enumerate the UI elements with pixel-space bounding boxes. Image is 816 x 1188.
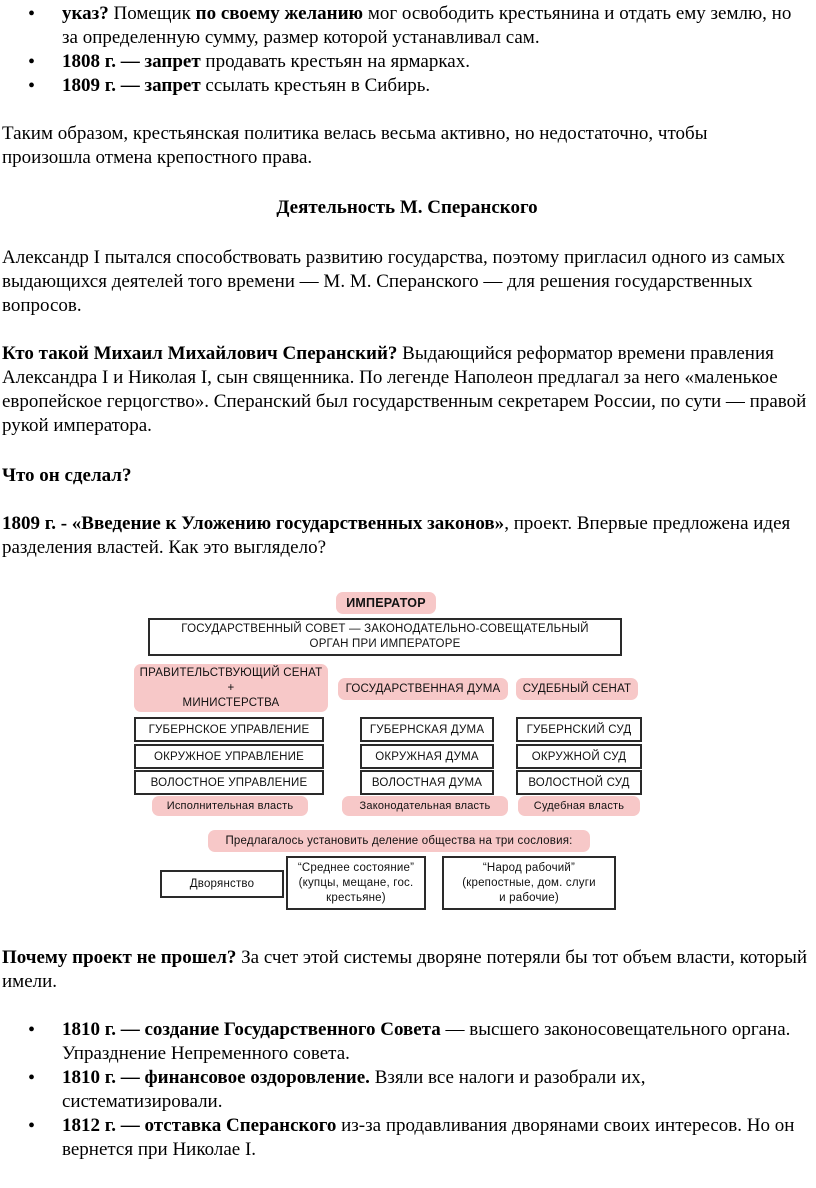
list-item — [0, 1066, 810, 1114]
text: — высшего законосовещательного органа. Упразднение Непременного совета. — [62, 1019, 791, 1064]
bold-text: 1808 г. — запрет — [62, 51, 201, 72]
executive-power-label: Исполнительная власть — [152, 796, 308, 816]
list-item — [0, 74, 800, 98]
bold-text: 1809 г. - «Введение к Уложению государственных законов» — [2, 513, 505, 534]
estate2-line-2: (купцы, мещане, гос. — [298, 876, 414, 889]
judicial-power-label: Судебная власть — [518, 796, 640, 816]
bold-text: 1812 г. — отставка Сперанского — [62, 1115, 337, 1136]
senate-line-1: ПРАВИТЕЛЬСТВУЮЩИЙ СЕНАТ — [139, 666, 323, 679]
bold-text: Почему проект не прошел? — [2, 947, 237, 968]
bold-text: 1810 г. — финансовое оздоровление. — [62, 1067, 370, 1088]
exec-row: ГУБЕРНСКОЕ УПРАВЛЕНИЕ — [134, 717, 324, 742]
legislative-power-label: Законодательная власть — [342, 796, 508, 816]
text: из-за продавливания дворянами своих интересов. Но он вернется при Николае I. — [62, 1115, 795, 1160]
estates-title: Предлагалось установить деление общества на три сословия: — [208, 830, 590, 852]
text: Взяли все налоги и разобрали их, систематизировали. — [62, 1067, 646, 1112]
duma-row: ОКРУЖНАЯ ДУМА — [360, 744, 494, 769]
estate-workers-box — [442, 856, 616, 910]
separation-of-powers-diagram — [130, 588, 650, 914]
top-bullet-list — [0, 2, 800, 98]
intro-paragraph: Александр I пытался способствовать развитию государства, поэтому пригласил одного из самых выдающихся деятелей того времени — М. М. Сперанского — для решения государственных вопросов. — [2, 247, 786, 316]
estate-middle-box — [286, 856, 426, 910]
duma-row: ГУБЕРНСКАЯ ДУМА — [360, 717, 494, 742]
list-item — [0, 50, 800, 74]
text: , проект. Впервые предложена идея разделения властей. Как это выглядело? — [2, 513, 791, 558]
court-row: ОКРУЖНОЙ СУД — [516, 744, 642, 769]
text: За счет этой системы дворяне потеряли бы тот объем власти, который имели. — [2, 947, 808, 992]
bold-text: 1809 г. — запрет — [62, 75, 201, 96]
text: продавать крестьян на ярмарках. — [200, 51, 470, 72]
text: Помещик — [108, 3, 196, 24]
estate2-line-3: крестьяне) — [326, 891, 386, 904]
bold-text: Кто такой Михаил Михайлович Сперанский? — [2, 343, 398, 364]
court-row: ГУБЕРНСКИЙ СУД — [516, 717, 642, 742]
estate-nobility-box: Дворянство — [160, 870, 284, 898]
state-duma-label: ГОСУДАРСТВЕННАЯ ДУМА — [338, 678, 508, 700]
text: мог освободить крестьянина и отдать ему землю, но за определенную сумму, размер которой устанавливал сам. — [62, 3, 792, 48]
council-line-2: ОРГАН ПРИ ИМПЕРАТОРЕ — [309, 638, 461, 650]
senate-ministries-label — [134, 664, 328, 712]
list-item — [0, 1114, 810, 1162]
why-paragraph — [0, 946, 814, 994]
text: ссылать крестьян в Сибирь. — [200, 75, 431, 96]
bold-text: Что он сделал? — [2, 465, 132, 486]
bold-text: по своему желанию — [195, 3, 364, 24]
bold-text: 1810 г. — создание Государственного Совета — [62, 1019, 441, 1040]
council-line-1: ГОСУДАРСТВЕННЫЙ СОВЕТ — ЗАКОНОДАТЕЛЬНО-СОВЕЩАТЕЛЬНЫЙ — [181, 623, 589, 635]
judicial-senate-label: СУДЕБНЫЙ СЕНАТ — [516, 678, 638, 700]
bold-text: указ? — [62, 3, 109, 24]
estate2-line-1: “Среднее состояние” — [297, 861, 415, 874]
emperor-label: ИМПЕРАТОР — [336, 592, 436, 614]
who-paragraph — [0, 342, 814, 438]
what-heading — [0, 464, 131, 488]
list-item — [0, 1018, 810, 1066]
list-item — [0, 2, 800, 50]
exec-row: ВОЛОСТНОЕ УПРАВЛЕНИЕ — [134, 770, 324, 795]
state-council-box — [148, 618, 622, 656]
exec-row: ОКРУЖНОЕ УПРАВЛЕНИЕ — [134, 744, 324, 769]
project-paragraph — [0, 512, 792, 560]
estate3-line-2: (крепостные, дом. слуги — [462, 876, 596, 889]
estate3-line-1: “Народ рабочий” — [482, 861, 576, 874]
senate-line-3: МИНИСТЕРСТВА — [182, 696, 280, 709]
bottom-bullet-list — [0, 1018, 810, 1162]
heading-text: Деятельность М. Сперанского — [276, 197, 538, 218]
court-row: ВОЛОСТНОЙ СУД — [516, 770, 642, 795]
senate-line-2: + — [227, 681, 235, 694]
section-heading — [0, 196, 812, 220]
summary-paragraph: Таким образом, крестьянская политика велась весьма активно, но недостаточно, чтобы произошла отмена крепостного права. — [2, 123, 708, 168]
text: Выдающийся реформатор времени правления Александра I и Николая I, сын священника. По легенде Наполеон предлагал за него «маленькое европейское герцогство». Сперанский был государственным секретарем России, по сути — правой рукой императора. — [2, 343, 807, 436]
estate3-line-3: и рабочие) — [499, 891, 559, 904]
duma-row: ВОЛОСТНАЯ ДУМА — [360, 770, 494, 795]
